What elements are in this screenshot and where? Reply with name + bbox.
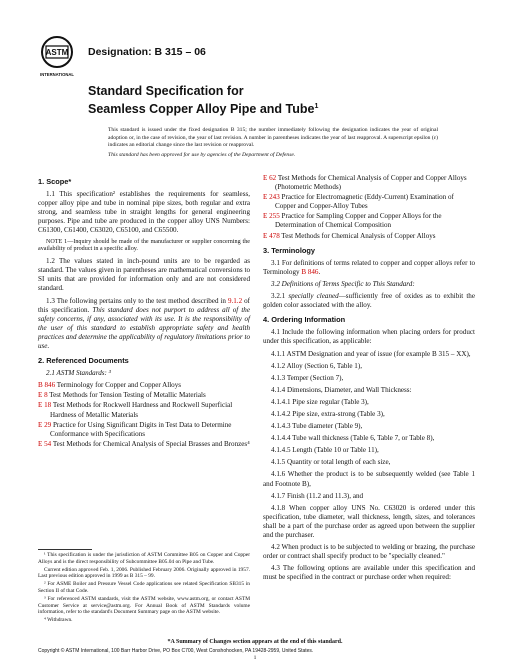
para-1-3-text: 1.3 The following pertains only to the test method described in [46, 296, 228, 305]
right-column [263, 174, 475, 585]
ref-link[interactable]: E 8 [38, 391, 48, 400]
section-2-heading: 2. Referenced Documents [38, 356, 129, 366]
footnote: Current edition approved Feb. 1, 2006. Published February 2006. Originally approved in 1957. Last previous edition approved in 1999 as B 315 – 99. [38, 566, 250, 580]
para-4-3: 4.3 The following options are available under this specification and must be specified in the contract or purchase order when required: [263, 564, 475, 582]
ordering-item: 4.1.4 Dimensions, Diameter, and Wall Thickness: [271, 385, 412, 394]
ref-link[interactable]: E 62 [263, 174, 277, 182]
para-3-1-end: . [318, 267, 321, 276]
reference-item [38, 421, 250, 439]
reference-item [38, 391, 250, 400]
para-3-2-1-num: 3.2.1 [271, 292, 289, 301]
reference-list-right [263, 174, 475, 241]
para-2-1: 2.1 ASTM Standards: ³ [46, 369, 111, 378]
astm-logo [38, 34, 76, 80]
ref-title: Terminology for Copper and Copper Alloys [55, 381, 182, 390]
title-line-2: Seamless Copper Alloy Pipe and Tube [88, 102, 315, 117]
ordering-item: 4.1.2 Alloy (Section 6, Table 1), [271, 361, 362, 370]
reference-item [263, 193, 475, 211]
ref-link[interactable]: E 29 [38, 420, 52, 429]
ref-link[interactable]: B 846 [38, 381, 56, 390]
reference-item [38, 440, 250, 449]
ordering-item: 4.1.6 Whether the product is to be subsequently welded (see Table 1 and Footnote B), [263, 470, 475, 488]
svg-text:ASTM: ASTM [45, 48, 69, 57]
para-4-2: 4.2 When product is to be subjected to welding or brazing, the purchase order or contract shall specify product to be "specially cleaned." [263, 543, 475, 561]
left-column [38, 172, 250, 450]
ordering-item: 4.1.3 Temper (Section 7), [271, 373, 344, 382]
title-line-1: Standard Specification for [88, 84, 244, 98]
footnote: ³ For referenced ASTM standards, visit the ASTM website, www.astm.org, or contact ASTM Customer Service at service@astm.org. For Annual Book of ASTM Standards volume information, refer to the standard's Document Summary page on the ASTM website. [38, 595, 250, 616]
reference-item [38, 401, 250, 419]
safety-caveat: This standard does not purport to address all of the safety concerns, if any, associated with its use. It is the responsibility of the user of this standard to establish appropriate safety and health practices and determine the applicability of regulatory limitations prior to use. [38, 305, 250, 350]
para-4-1-8: 4.1.8 When copper alloy UNS No. C63020 is ordered under this specification, tube diameter, wall thickness, length, sizes, and tolerances shall be a part of the purchase order as agreed upon between the supplier and the purchaser. [263, 503, 475, 539]
ordering-item: 4.1.5 Quantity or total length of each size, [271, 458, 391, 467]
para-1-3 [38, 297, 250, 352]
footnotes [38, 552, 250, 625]
ref-title: Test Methods for Rockwell Hardness and Rockwell Superficial Hardness of Metallic Materials [50, 401, 233, 419]
ordering-item: 4.1.4.1 Pipe size regular (Table 3), [271, 397, 369, 406]
ref-link[interactable]: E 54 [38, 439, 52, 448]
section-4-heading: 4. Ordering Information [263, 315, 346, 325]
term-specially-cleaned: specially cleaned [288, 292, 339, 301]
link-9-1-2[interactable]: 9.1.2 [227, 296, 243, 305]
para-4-1: 4.1 Include the following information when placing orders for product under this specification, as applicable: [263, 328, 475, 346]
section-3-heading: 3. Terminology [263, 245, 316, 255]
ref-title: Test Methods for Chemical Analysis of Copper Alloys [279, 231, 436, 240]
para-1-1: 1.1 This specification² establishes the requirements for seamless, copper alloy pipe and tube in nominal pipe sizes, both regular and extra strong, and seamless tube in straight lengths for general engineering purposes. Pipe and tube are produced in the copper alloy UNS Numbers: C61300, C61400, C63020, C65100, and C65500. [38, 190, 250, 235]
copyright-line: Copyright © ASTM International, 100 Barr Harbor Drive, PO Box C700, West Conshohocken, PA 19428-2959, United States. [38, 648, 314, 654]
ref-title: Test Methods for Chemical Analysis of Special Brasses and Bronzes⁴ [51, 439, 250, 448]
ref-link[interactable]: E 243 [263, 193, 280, 202]
reference-list-left [38, 381, 250, 449]
section-1-heading: 1. Scope* [38, 177, 72, 186]
title-footnote-mark: 1 [314, 103, 319, 110]
ref-link[interactable]: E 478 [263, 231, 280, 240]
ref-title: Test Methods for Chemical Analysis of Copper and Copper Alloys (Photometric Methods) [275, 174, 467, 192]
dod-approval-note: This standard has been approved for use by agencies of the Department of Defense. [108, 152, 296, 158]
issuance-notice: This standard is issued under the fixed designation B 315; the number immediately following the designation indicates the year of original adoption or, in the case of revision, the year of last revision. A number in parentheses indicates the year of last reapproval. A superscript epsilon (ε) indicates an editorial change since the last revision or reapproval. [108, 127, 438, 149]
footnote-rule [38, 549, 92, 550]
para-3-2: 3.2 Definitions of Terms Specific to This Standard: [271, 279, 415, 288]
ordering-item: 4.1.4.5 Length (Table 10 or Table 11), [271, 446, 379, 455]
para-3-1 [263, 259, 475, 277]
term-definition: —sufficiently free of oxides as to exhibit the golden color associated with the alloy. [263, 292, 476, 310]
logo-text: INTERNATIONAL [40, 72, 74, 77]
page-number: 1 [253, 655, 257, 661]
ordering-item-list [263, 350, 475, 501]
ref-title: Practice for Sampling Copper and Copper Alloys for the Determination of Chemical Composition [275, 212, 442, 230]
reference-item [263, 174, 475, 192]
ref-title: Practice for Electromagnetic (Eddy-Current) Examination of Copper and Copper-Alloy Tubes [275, 193, 454, 211]
ref-link[interactable]: E 18 [38, 401, 52, 410]
para-3-1-text: 3.1 For definitions of terms related to copper and copper alloys refer to Terminology [263, 258, 475, 276]
ref-title: Test Methods for Tension Testing of Metallic Materials [47, 391, 206, 400]
reference-item [38, 381, 250, 390]
para-1-3-text-b: of this specification. [38, 296, 250, 314]
reference-item [263, 212, 475, 230]
summary-of-changes-note: *A Summary of Changes section appears at the end of this standard. [167, 639, 343, 645]
link-b846[interactable]: B 846 [301, 267, 319, 276]
ordering-item: 4.1.7 Finish (11.2 and 11.3), and [271, 491, 364, 500]
para-1-2: 1.2 The values stated in inch-pound units are to be regarded as standard. The values given in parentheses are mathematical conversions to SI units that are provided for information only and are not considered standard. [38, 257, 250, 293]
ordering-item: 4.1.4.2 Pipe size, extra-strong (Table 3), [271, 409, 385, 418]
ref-link[interactable]: E 255 [263, 212, 280, 221]
ref-title: Practice for Using Significant Digits in Test Data to Determine Conformance with Specifications [50, 420, 232, 438]
designation: Designation: B 315 – 06 [88, 46, 206, 58]
document-title [88, 84, 318, 117]
ordering-item: 4.1.1 ASTM Designation and year of issue (for example B 315 – XX), [271, 349, 471, 358]
note-1: NOTE 1—Inquiry should be made of the manufacturer or supplier concerning the availability of product in a specific alloy. [38, 238, 250, 253]
para-3-2-1 [263, 292, 475, 310]
reference-item [263, 232, 475, 241]
footnote: ¹ This specification is under the jurisdiction of ASTM Committee B05 on Copper and Copper Alloys and is the direct responsibility of Subcommittee B05.04 on Pipe and Tube. [38, 552, 250, 565]
footnote: ² For ASME Boiler and Pressure Vessel Code applications see related Specification SB315 in Section II of that Code. [38, 581, 250, 594]
footnote: ⁴ Withdrawn. [44, 617, 73, 624]
ordering-item: 4.1.4.4 Tube wall thickness (Table 6, Table 7, or Table 8), [271, 434, 435, 443]
ordering-item: 4.1.4.3 Tube diameter (Table 9), [271, 422, 363, 431]
